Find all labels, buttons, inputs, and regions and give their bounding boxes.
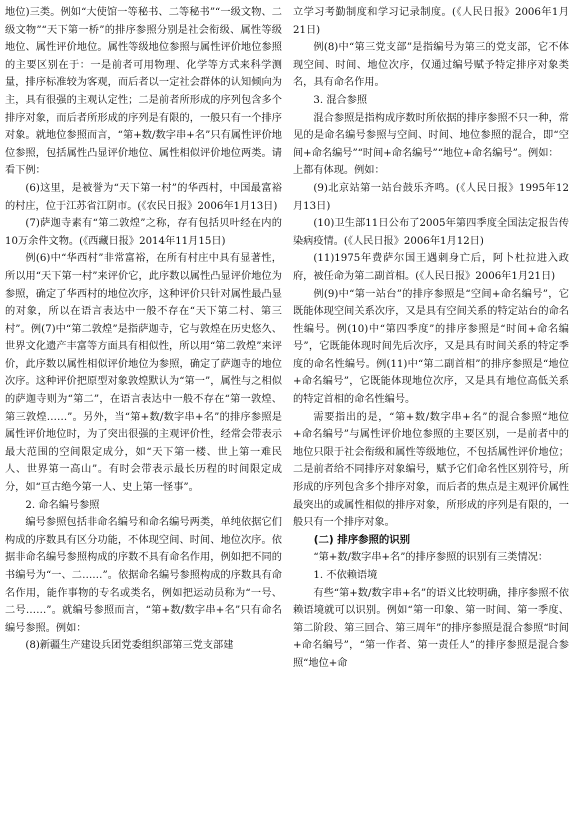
paragraph: 上都有体现。例如： xyxy=(293,165,385,177)
example-9: (9)北京站第一站台鼓乐齐鸣。(《人民日报》1995年12月13日) xyxy=(293,182,569,212)
paragraph: 需要指出的是，“第+数/数字串+名”的混合参照“地位+命名编号”与属性评价地位参照的主要区别，一是前者中的地位只限于社会衔级和属性等级地位，不包括属性评价地位；二是前者给不同排序对象编号，赋予它们命名性区别符号，所形成的序列包含多个排序对象，而后者的焦点是主观评价属性最突出的或属性相似的排序对象，所形成的序列是有限的，一般只有一个排序对象。 xyxy=(293,411,569,529)
paragraph: 例(9)中“第一站台”的排序参照是“空间+命名编号”，它既能体现空间关系次序，又是具有空间关系的特定站台的命名性编号。例(10)中“第四季度”的排序参照是“时间+命名编号”，它既能体现时间先后次序，又是具有时间关系的特定季度的命名性编号。例(11)中“第二副首相”的排序参照是“地位+命名编号”，它既能体现地位次序，又是具有地位高低关系的特定首相的命名性编号。 xyxy=(293,288,569,406)
left-column xyxy=(5,4,282,655)
example-7: (7)萨迦寺素有“第二敦煌”之称，存有包括贝叶经在内的10万余件文物。(《西藏日报》2014年11月15日) xyxy=(5,218,282,247)
paragraph: 例(6)中“华西村”非常富裕，在所有村庄中具有显著性，所以用“天下第一村”来评价它，此序数以属性凸显评价地位为参照，确定了华西村的地位次序，这种评价只针对属性最凸显的对象，所以在语言表达中一般不存在“天下第二村、第三村”。例(7)中“第二敦煌”是指萨迦寺，它与敦煌在历史悠久、世界文化遗产丰富等方面具有相似性，所以用“第二敦煌”来评价，此序数以属性相似评价地位为参照，确定了萨迦寺的地位次序。这种评价把原型对象敦煌默认为“第一”，属性与之相似的萨迦寺则为“第二”，在语言表达中一般不存在“第一敦煌、第三敦煌……”。另外，当“第+数/数字串+名”的排序参照是属性评价地位时，为了突出很强的主观评价性，经常会带表示最大范围的空间限定成分，如“天下第一楼、世上第一难民人、世界第一高山”。有时会带表示最长历程的时间限定成分，如“亘古绝今第一人、史上第一怪事”。 xyxy=(5,253,282,494)
subheading-no-context: 1. 不依赖语境 xyxy=(313,570,378,581)
subheading-mixed-reference: 3. 混合参照 xyxy=(313,94,368,106)
example-8-continued: 立学习考勤制度和学习记录制度。(《人民日报》2006年1月21日) xyxy=(293,7,569,36)
example-6: (6)这里，是被誉为“天下第一村”的华西村，中国最富裕的村庄，位于江苏省江阴市。(《农民日报》2006年1月13日) xyxy=(5,182,282,212)
example-10: (10)卫生部11日公布了2005年第四季度全国法定报告传染病疫情。(《人民日报》2006年1月12日) xyxy=(293,218,569,247)
subheading-naming-reference: 2. 命名编号参照 xyxy=(25,499,100,511)
paragraph: “第+数/数字串+名”的排序参照的识别有三类情况： xyxy=(313,552,549,564)
example-11: (11)1975年费萨尔国王遇刺身亡后，阿卜杜拉进入政府，被任命为第二副首相。(《人民日报》2006年1月21日) xyxy=(293,253,569,282)
section-heading: (二) 排序参照的识别 xyxy=(313,533,411,546)
paragraph: 例(8)中“第三党支部”是指编号为第三的党支部，它不体现空间、时间、地位次序，仅通过编号赋予特定排序对象类名，具有命名作用。 xyxy=(293,42,569,89)
right-column xyxy=(293,4,569,673)
paragraph: 编号参照包括非命名编号和命名编号两类，单纯依据它们构成的序数具有区分功能，不体现空间、时间、地位次序。依据非命名编号参照构成的序数不具有命名作用，例如把不同的书编号为“一、二……”。依据命名编号参照构成的序数具有命名作用，能作事物的专名或类名，例如把运动员称为“一号、二号……”。就编号参照而言，“第+数/数字串+名”只有命名编号参照。例如： xyxy=(5,517,282,634)
paragraph: 混合参照是指构成序数时所依据的排序参照不只一种，常见的是命名编号参照与空间、时间、地位参照的混合，即“空间+命名编号”“时间+命名编号”“地位+命名编号”。例如： xyxy=(293,112,569,159)
example-8: (8)新疆生产建设兵团党委组织部第三党支部建 xyxy=(25,640,234,652)
paragraph: 有些“第+数/数字串+名”的语义比较明确，排序参照不依赖语境就可以识别。例如“第一印象、第一时间、第一季度、第二阶段、第三回合、第三周年”的排序参照是混合参照“时间+命名编号”，“第一作者、第一责任人”的排序参照是混合参照“地位+命 xyxy=(293,587,569,669)
paragraph: 地位)三类。例如“大使馆一等秘书、二等秘书”“一级文物、二级文物”“天下第一桥”的排序参照分别是社会衔级、属性等级地位、属性评价地位。属性等级地位参照与属性评价地位参照的主要区别在于：一是前者可用物理、化学等方式来科学测量，排序标准较为客观，而后者以一定社会群体的认知倾向为主，具有很强的主观认定性；二是前者所形成的序列包含多个排序对象，而后者所形成的序列是有限的，一般只有一个排序对象。就地位参照而言，“第+数/数字串+名”只有属性评价地位参照，包括属性凸显评价地位、属性相似评价地位两类。请看下例： xyxy=(5,7,282,177)
